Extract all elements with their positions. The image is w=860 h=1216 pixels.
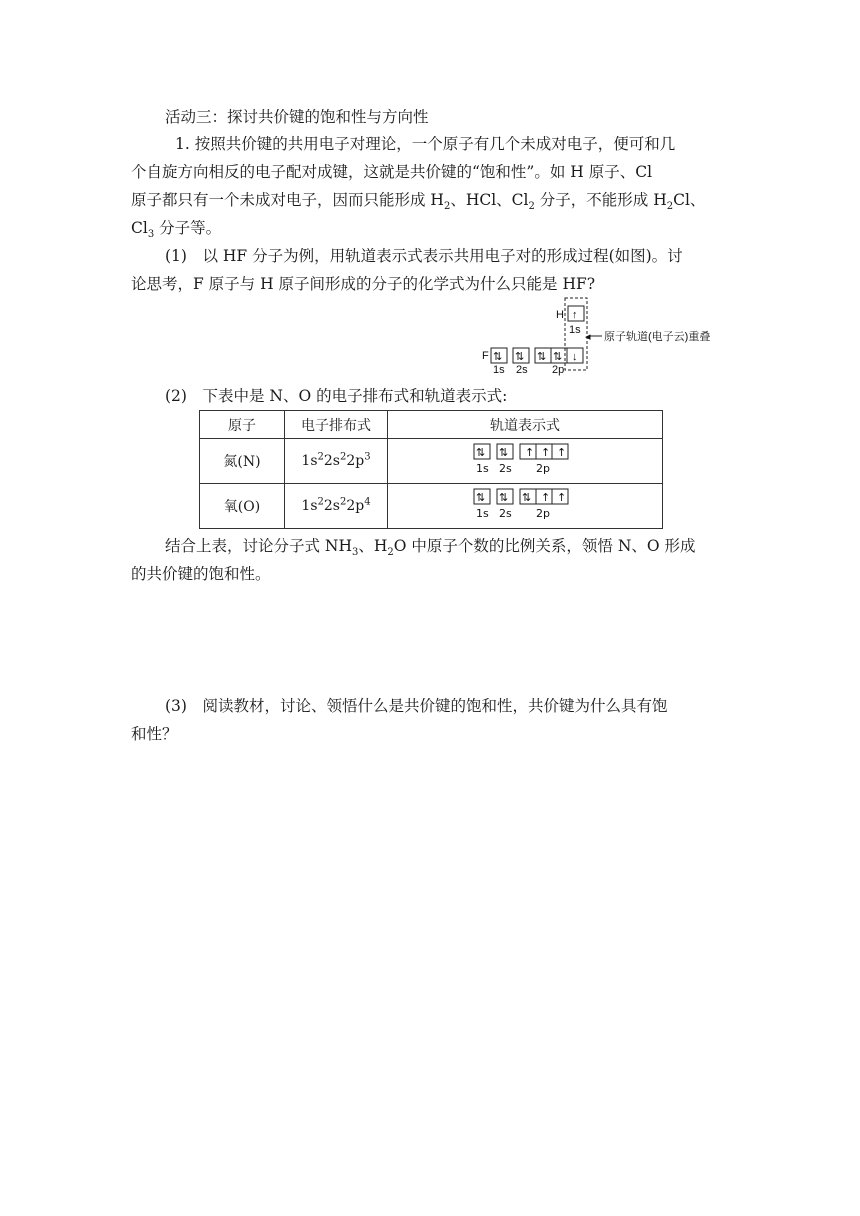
config-cell (285, 439, 388, 484)
table-header-row (200, 411, 663, 439)
orbital-cell (388, 484, 663, 529)
text-run: Cl、 (673, 191, 706, 209)
pair-arrow-icon: ⇅ (476, 491, 486, 504)
subscript: 2 (666, 201, 674, 213)
up-arrow-icon: ↑ (525, 446, 535, 459)
overlap-annotation: 原子轨道(电子云)重叠 (604, 331, 711, 343)
up-arrow-icon: ↑ (572, 309, 578, 321)
hf-orbital-overlap-diagram (480, 296, 740, 376)
text-run: 分子等。 (154, 219, 222, 237)
question-3-line-2: 和性？ (131, 725, 178, 743)
paragraph-1-line-3 (131, 186, 731, 214)
pair-arrow-icon: ⇅ (493, 351, 503, 363)
atom-cell: 氧(O) (200, 484, 285, 529)
superscript: 2 (339, 451, 347, 463)
subscript: 2 (443, 201, 451, 213)
header-atom: 原子 (200, 411, 285, 439)
orbital-label: 1s (476, 462, 489, 475)
text-run: 2s (323, 498, 340, 514)
pair-arrow-icon: ⇅ (537, 351, 547, 363)
paragraph-1-line-2: 个自旋方向相反的电子配对成键，这就是共价键的“饱和性”。如 H 原子、Cl (131, 163, 653, 181)
h-label: H (556, 309, 564, 321)
text-run: 2p (346, 453, 365, 469)
pair-arrow-icon: ⇅ (499, 446, 509, 459)
paragraph-1-line-4 (131, 214, 731, 242)
pair-arrow-icon: ⇅ (499, 491, 509, 504)
superscript: 2 (317, 496, 324, 508)
f-2s-label: 2s (516, 364, 528, 376)
h-1s-label: 1s (569, 324, 581, 336)
orbital-label: 2s (499, 462, 512, 475)
superscript: 4 (364, 496, 371, 508)
up-arrow-icon: ↑ (541, 446, 551, 459)
subscript: 2 (528, 201, 535, 213)
question-1-line-1: (1) 以 HF 分子为例，用轨道表示式表示共用电子对的形成过程(如图)。讨 (165, 247, 683, 265)
question-3-line-1: (3) 阅读教材，讨论、领悟什么是共价键的饱和性，共价键为什么具有饱 (165, 697, 668, 715)
text-run: 结合上表，讨论分子式 NH (165, 537, 353, 555)
text-run: 原子都只有一个未成对电子，因而只能形成 H (131, 191, 444, 209)
left-arrowhead-icon: ◂ (585, 331, 591, 343)
f-1s-label: 1s (493, 364, 505, 376)
subscript: 2 (387, 547, 394, 559)
header-config: 电子排布式 (285, 411, 388, 439)
config-cell (285, 484, 388, 529)
text-run: 2s (323, 453, 340, 469)
pair-arrow-icon: ⇅ (522, 491, 532, 504)
text-run: Cl (131, 219, 148, 237)
atom-cell: 氮(N) (200, 439, 285, 484)
paragraph-1-line-1: 1. 按照共价键的共用电子对理论，一个原子有几个未成对电子，便可和几 (175, 135, 676, 153)
superscript: 2 (339, 496, 347, 508)
header-orbital: 轨道表示式 (388, 411, 663, 439)
question-2-follow-line-1 (165, 532, 765, 560)
question-1-line-2: 论思考，F 原子与 H 原子间形成的分子的化学式为什么只能是 HF? (131, 275, 596, 293)
text-run: 1s (301, 453, 318, 469)
text-run: 分子，不能形成 H (534, 191, 667, 209)
text-run: 、HCl、Cl (450, 191, 529, 209)
down-arrow-icon: ↓ (572, 351, 578, 363)
f-label: F (482, 350, 489, 362)
o-orbital-diagram (470, 486, 580, 522)
subscript: 3 (147, 229, 155, 241)
pair-arrow-icon: ⇅ (476, 446, 486, 459)
section-title: 活动三：探讨共价键的饱和性与方向性 (165, 108, 429, 126)
table-row (200, 484, 663, 529)
superscript: 2 (317, 451, 324, 463)
pair-arrow-icon: ⇅ (553, 351, 563, 363)
orbital-label: 2p (536, 462, 550, 475)
table-row (200, 439, 663, 484)
text-run: O 中原子个数的比例关系，领悟 N、O 形成 (393, 537, 696, 555)
question-2-intro: (2) 下表中是 N、O 的电子排布式和轨道表示式: (165, 387, 508, 405)
question-2-follow-line-2: 的共价键的饱和性。 (131, 565, 271, 583)
n-orbital-diagram (470, 441, 580, 477)
orbital-label: 2s (499, 507, 512, 520)
f-2p-label: 2p (552, 364, 565, 376)
up-arrow-icon: ↑ (541, 491, 551, 504)
up-arrow-icon: ↑ (557, 446, 567, 459)
orbital-cell (388, 439, 663, 484)
text-run: 2p (346, 498, 365, 514)
subscript: 3 (352, 547, 359, 559)
orbital-label: 2p (536, 507, 550, 520)
text-run: 1s (301, 498, 318, 514)
up-arrow-icon: ↑ (557, 491, 567, 504)
text-run: 、H (358, 537, 388, 555)
pair-arrow-icon: ⇅ (515, 351, 525, 363)
orbital-label: 1s (476, 507, 489, 520)
superscript: 3 (364, 451, 371, 463)
electron-config-table (199, 410, 663, 529)
